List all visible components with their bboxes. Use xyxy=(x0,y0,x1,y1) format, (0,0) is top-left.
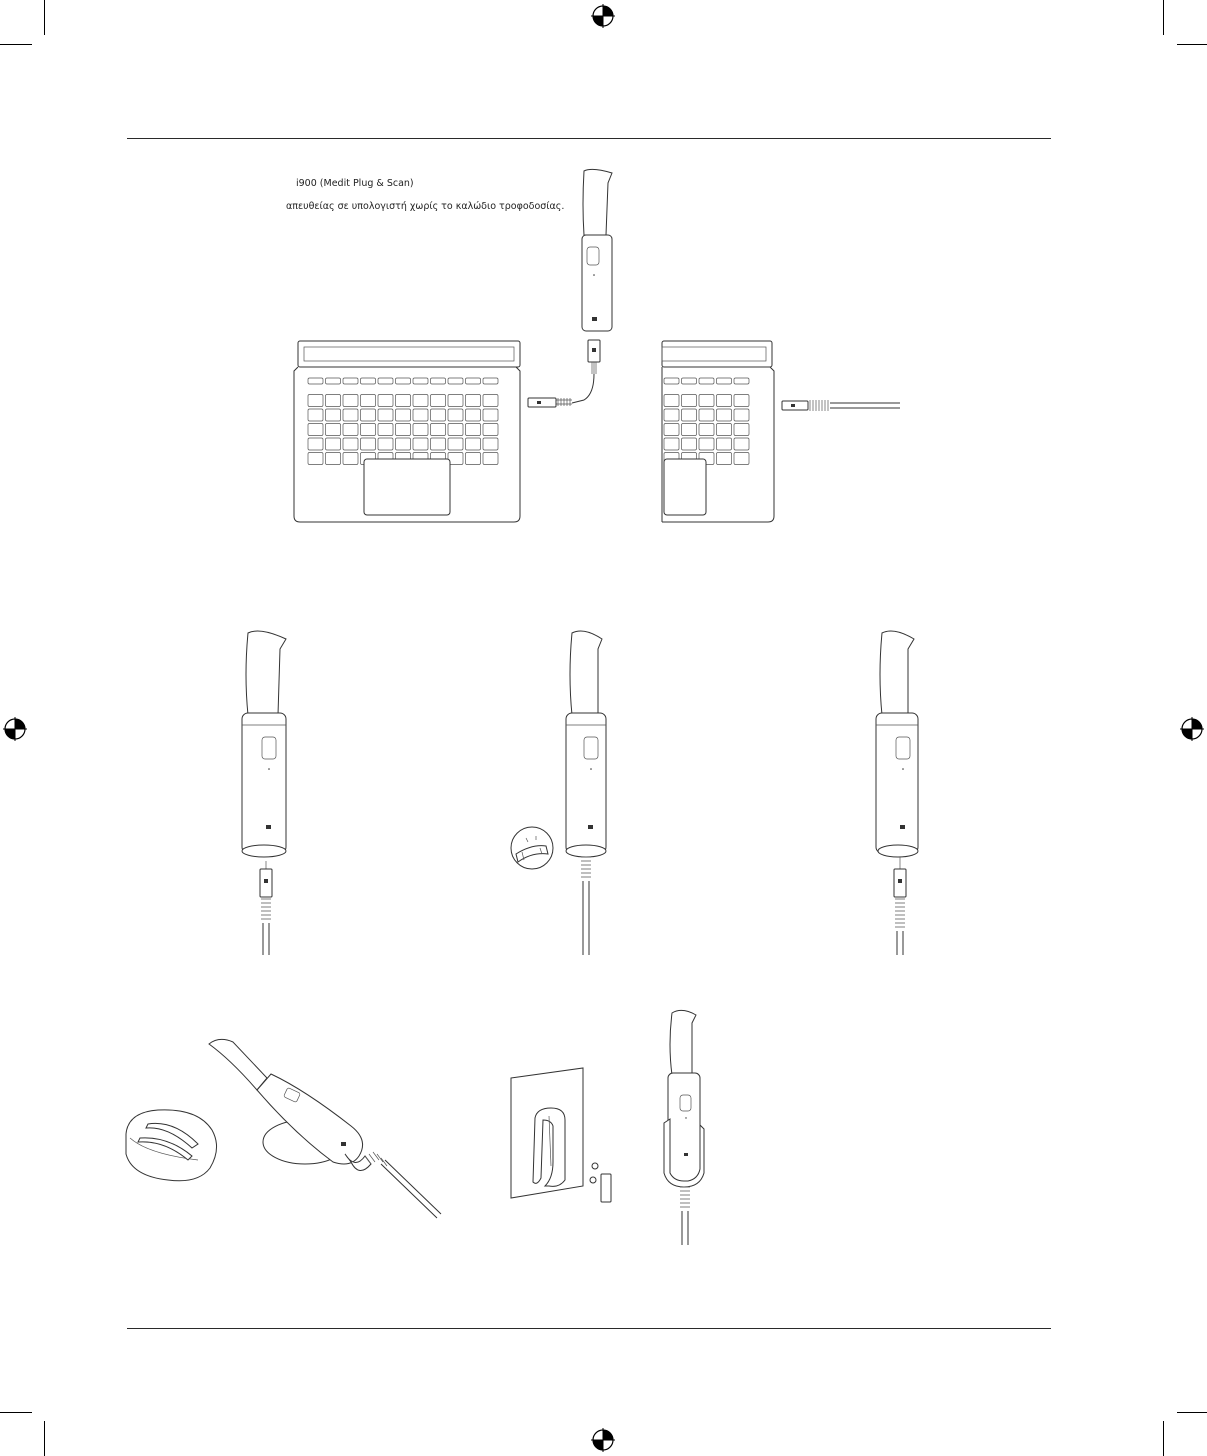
keyboard-key xyxy=(343,438,358,450)
keyboard-key xyxy=(343,409,358,421)
keyboard-key xyxy=(466,395,481,407)
keyboard-key xyxy=(699,438,714,450)
keyboard-key xyxy=(717,438,732,450)
keyboard-key xyxy=(448,378,463,384)
keyboard-key xyxy=(734,378,749,384)
keyboard-key xyxy=(378,395,393,407)
laptop-illustration-partial xyxy=(662,338,782,528)
keyboard-key xyxy=(361,395,376,407)
keyboard-key xyxy=(413,409,428,421)
keyboard-key xyxy=(396,424,411,436)
keyboard-key xyxy=(448,438,463,450)
keyboard-key xyxy=(431,395,446,407)
keyboard-key xyxy=(699,424,714,436)
keyboard-key xyxy=(664,378,679,384)
keyboard-key xyxy=(664,409,679,421)
detail-magnifier-illustration xyxy=(506,824,566,874)
usb-c-cable-illustration xyxy=(780,398,905,414)
scanner-illustration xyxy=(556,625,626,955)
keyboard-key xyxy=(361,378,376,384)
keyboard-key xyxy=(326,438,341,450)
keyboard-key xyxy=(483,409,498,421)
keyboard-key xyxy=(483,378,498,384)
keyboard-key xyxy=(326,409,341,421)
keyboard-key xyxy=(343,395,358,407)
keyboard-key xyxy=(361,424,376,436)
scanner-illustration xyxy=(866,625,936,955)
keyboard-key xyxy=(664,438,679,450)
registration-mark-icon xyxy=(3,717,27,741)
keyboard-key xyxy=(343,453,358,465)
keyboard-key xyxy=(734,438,749,450)
keyboard-key xyxy=(343,378,358,384)
keyboard-key xyxy=(361,409,376,421)
keyboard-key xyxy=(378,424,393,436)
keyboard-key xyxy=(413,424,428,436)
keyboard-key xyxy=(378,409,393,421)
model-caption: i900 (Medit Plug & Scan) xyxy=(296,178,414,189)
keyboard-key xyxy=(431,424,446,436)
keyboard-key xyxy=(734,453,749,465)
keyboard-key xyxy=(448,395,463,407)
keyboard-key xyxy=(326,424,341,436)
keyboard-key xyxy=(308,424,323,436)
keyboard-key xyxy=(396,395,411,407)
keyboard-key xyxy=(717,424,732,436)
keyboard-key xyxy=(431,438,446,450)
keyboard-key xyxy=(326,395,341,407)
keyboard-key xyxy=(664,424,679,436)
keyboard-key xyxy=(717,395,732,407)
keyboard-key xyxy=(466,409,481,421)
keyboard-key xyxy=(466,378,481,384)
scanner-illustration xyxy=(570,165,620,340)
keyboard-key xyxy=(413,395,428,407)
keyboard-key xyxy=(717,409,732,421)
keyboard-key xyxy=(326,453,341,465)
instruction-caption: απευθείας σε υπολογιστή χωρίς το καλώδιο τροφοδοσίας. xyxy=(286,201,565,212)
registration-mark-icon xyxy=(591,1428,615,1452)
keyboard-key xyxy=(308,453,323,465)
keyboard-key xyxy=(483,424,498,436)
keyboard-key xyxy=(483,395,498,407)
keyboard-key xyxy=(308,438,323,450)
keyboard-key xyxy=(734,424,749,436)
crop-mark-tl-v xyxy=(44,0,45,35)
keyboard-key xyxy=(682,409,697,421)
keyboard-key xyxy=(431,378,446,384)
crop-mark-bl-h xyxy=(0,1412,32,1413)
crop-mark-br-v xyxy=(1163,1421,1164,1456)
keyboard-key xyxy=(466,438,481,450)
keyboard-key xyxy=(682,395,697,407)
keyboard-key xyxy=(483,453,498,465)
crop-mark-tl-h xyxy=(0,44,32,45)
keyboard-key xyxy=(466,424,481,436)
keyboard-key xyxy=(682,424,697,436)
footer-rule xyxy=(127,1328,1051,1329)
crop-mark-tr-v xyxy=(1163,0,1164,35)
keyboard-key xyxy=(483,438,498,450)
keyboard-key xyxy=(448,424,463,436)
crop-mark-bl-v xyxy=(44,1421,45,1456)
keyboard-key xyxy=(308,395,323,407)
keyboard-key xyxy=(699,395,714,407)
header-rule xyxy=(127,138,1051,139)
keyboard-key xyxy=(413,378,428,384)
keyboard-key xyxy=(378,438,393,450)
registration-mark-icon xyxy=(1180,717,1204,741)
keyboard-key xyxy=(734,409,749,421)
scanner-illustration xyxy=(232,625,302,955)
scanner-in-cradle-illustration xyxy=(205,1030,445,1230)
keyboard-key xyxy=(343,424,358,436)
keyboard-key xyxy=(664,395,679,407)
wall-holder-illustration xyxy=(505,1062,625,1222)
keyboard-key xyxy=(682,378,697,384)
keyboard-key xyxy=(466,453,481,465)
keyboard-key xyxy=(396,438,411,450)
scanner-on-wall-illustration xyxy=(660,1005,720,1250)
keyboard-key xyxy=(378,378,393,384)
keyboard-key xyxy=(308,378,323,384)
keyboard-key xyxy=(396,378,411,384)
keyboard-key xyxy=(396,409,411,421)
keyboard-key xyxy=(734,395,749,407)
crop-mark-tr-h xyxy=(1177,44,1207,45)
registration-mark-icon xyxy=(591,4,615,28)
keyboard-key xyxy=(717,378,732,384)
keyboard-key xyxy=(717,453,732,465)
keyboard-key xyxy=(682,438,697,450)
keyboard-key xyxy=(699,378,714,384)
keyboard-key xyxy=(699,409,714,421)
keyboard-key xyxy=(413,438,428,450)
keyboard-key xyxy=(431,409,446,421)
laptop-illustration xyxy=(290,338,530,528)
crop-mark-br-h xyxy=(1177,1412,1207,1413)
usb-c-cable-illustration xyxy=(522,334,622,414)
keyboard-key xyxy=(326,378,341,384)
keyboard-key xyxy=(308,409,323,421)
keyboard-key xyxy=(361,438,376,450)
keyboard-key xyxy=(448,409,463,421)
